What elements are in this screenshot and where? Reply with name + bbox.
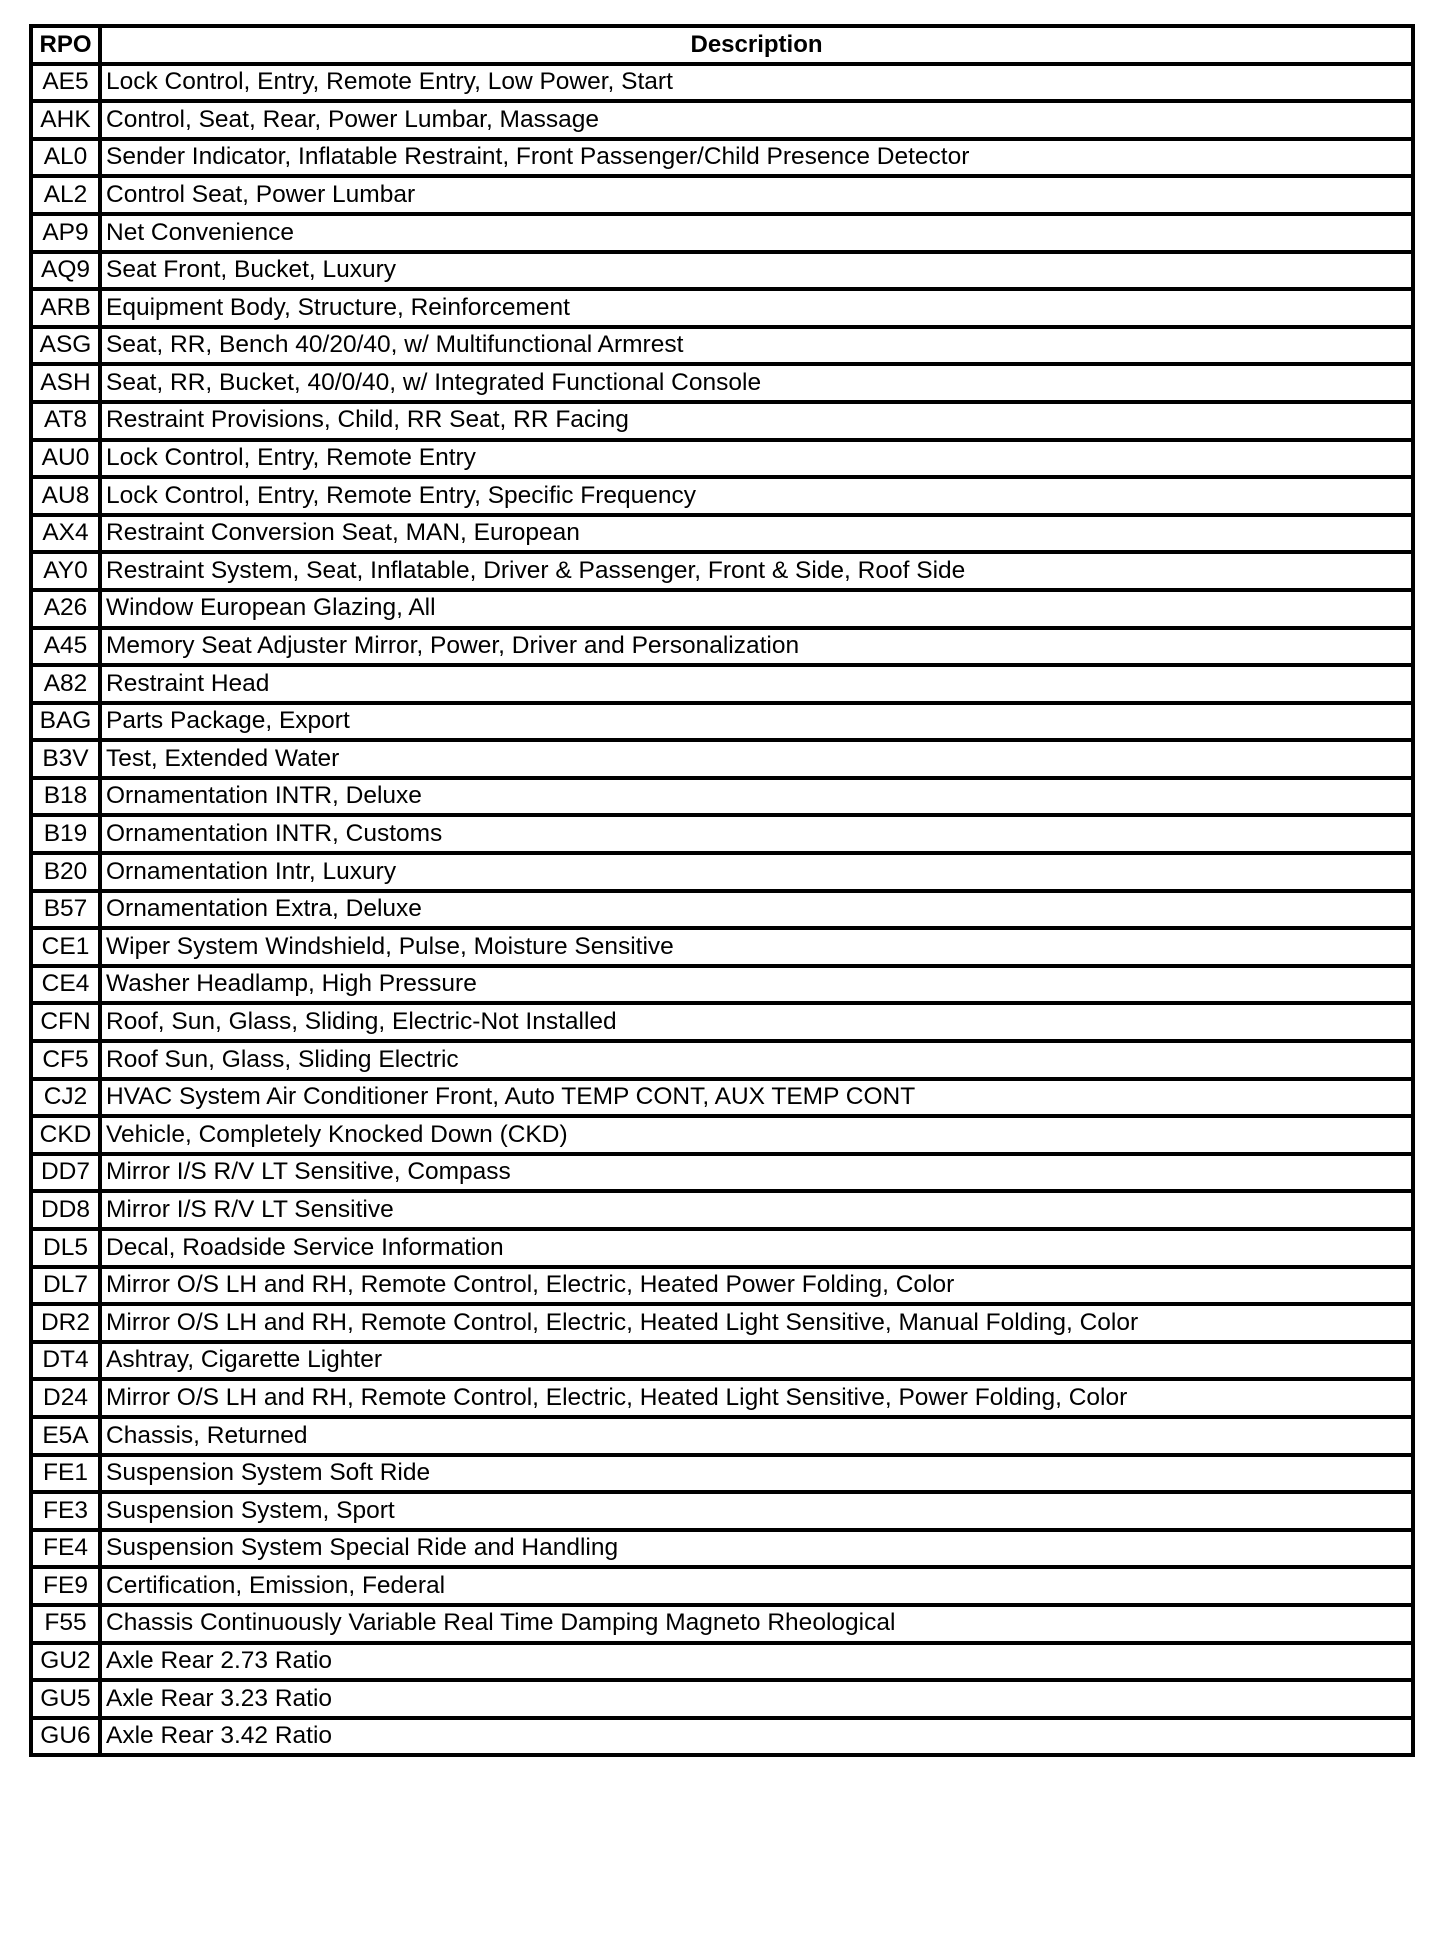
rpo-code-cell: CFN [31,1003,100,1041]
description-cell: Sender Indicator, Inflatable Restraint, Front Passenger/Child Presence Detector [100,139,1413,177]
rpo-code-cell: AT8 [31,402,100,440]
description-cell: Seat, RR, Bucket, 40/0/40, w/ Integrated Functional Console [100,364,1413,402]
rpo-code-cell: B57 [31,891,100,929]
description-cell: Axle Rear 3.42 Ratio [100,1718,1413,1756]
rpo-code-cell: AQ9 [31,252,100,290]
table-row [31,1379,1413,1417]
rpo-code-cell: ASH [31,364,100,402]
description-cell: Wiper System Windshield, Pulse, Moisture Sensitive [100,928,1413,966]
rpo-code-cell: A45 [31,628,100,666]
description-cell: Test, Extended Water [100,740,1413,778]
description-cell: Control Seat, Power Lumbar [100,176,1413,214]
description-cell: Seat Front, Bucket, Luxury [100,252,1413,290]
rpo-code-cell: CE1 [31,928,100,966]
table-row [31,289,1413,327]
table-row [31,853,1413,891]
rpo-code-cell: D24 [31,1379,100,1417]
rpo-code-cell: AL2 [31,176,100,214]
table-row [31,1267,1413,1305]
table-row [31,402,1413,440]
table-row [31,928,1413,966]
rpo-code-cell: AX4 [31,515,100,553]
rpo-code-cell: FE1 [31,1455,100,1493]
table-row [31,1003,1413,1041]
rpo-code-cell: B19 [31,815,100,853]
table-row [31,1605,1413,1643]
description-cell: Equipment Body, Structure, Reinforcement [100,289,1413,327]
rpo-code-cell: E5A [31,1417,100,1455]
table-row [31,440,1413,478]
description-cell: Memory Seat Adjuster Mirror, Power, Driver and Personalization [100,628,1413,666]
description-cell: Ornamentation Intr, Luxury [100,853,1413,891]
description-cell: Mirror O/S LH and RH, Remote Control, Electric, Heated Power Folding, Color [100,1267,1413,1305]
description-cell: Restraint Conversion Seat, MAN, European [100,515,1413,553]
rpo-code-cell: DL5 [31,1229,100,1267]
table-row [31,1643,1413,1681]
rpo-code-cell: ASG [31,327,100,365]
description-cell: Suspension System, Sport [100,1492,1413,1530]
table-row [31,1680,1413,1718]
rpo-code-cell: CF5 [31,1041,100,1079]
description-cell: Restraint System, Seat, Inflatable, Driver & Passenger, Front & Side, Roof Side [100,552,1413,590]
description-cell: Axle Rear 2.73 Ratio [100,1643,1413,1681]
rpo-code-cell: CKD [31,1116,100,1154]
rpo-code-cell: FE4 [31,1530,100,1568]
table-row [31,966,1413,1004]
table-row [31,1116,1413,1154]
table-row [31,252,1413,290]
rpo-code-cell: B18 [31,778,100,816]
description-cell: Net Convenience [100,214,1413,252]
table-row [31,703,1413,741]
description-cell: Washer Headlamp, High Pressure [100,966,1413,1004]
table-row [31,327,1413,365]
table-row [31,1154,1413,1192]
description-cell: Lock Control, Entry, Remote Entry, Low Power, Start [100,64,1413,102]
table-row [31,778,1413,816]
description-cell: Mirror O/S LH and RH, Remote Control, Electric, Heated Light Sensitive, Power Folding, Color [100,1379,1413,1417]
description-cell: Certification, Emission, Federal [100,1567,1413,1605]
rpo-code-cell: B3V [31,740,100,778]
table-row [31,515,1413,553]
description-cell: Ornamentation INTR, Deluxe [100,778,1413,816]
table-row [31,1041,1413,1079]
description-cell: Seat, RR, Bench 40/20/40, w/ Multifunctional Armrest [100,327,1413,365]
table-row [31,176,1413,214]
table-row [31,1718,1413,1756]
rpo-code-cell: ARB [31,289,100,327]
description-cell: Mirror I/S R/V LT Sensitive, Compass [100,1154,1413,1192]
rpo-code-cell: DR2 [31,1304,100,1342]
rpo-code-cell: A82 [31,665,100,703]
table-row [31,1492,1413,1530]
table-row [31,665,1413,703]
rpo-code-cell: AY0 [31,552,100,590]
description-cell: Restraint Provisions, Child, RR Seat, RR Facing [100,402,1413,440]
table-row [31,1229,1413,1267]
rpo-code-cell: CE4 [31,966,100,1004]
rpo-code-cell: AU8 [31,477,100,515]
description-cell: Axle Rear 3.23 Ratio [100,1680,1413,1718]
rpo-code-cell: GU2 [31,1643,100,1681]
description-cell: Lock Control, Entry, Remote Entry, Specific Frequency [100,477,1413,515]
description-cell: Ornamentation INTR, Customs [100,815,1413,853]
rpo-code-cell: DT4 [31,1342,100,1380]
table-row [31,1567,1413,1605]
description-cell: Ornamentation Extra, Deluxe [100,891,1413,929]
description-cell: Window European Glazing, All [100,590,1413,628]
rpo-code-cell: AU0 [31,440,100,478]
table-row [31,628,1413,666]
table-row [31,364,1413,402]
description-cell: Parts Package, Export [100,703,1413,741]
table-row [31,1417,1413,1455]
description-cell: Restraint Head [100,665,1413,703]
rpo-code-cell: F55 [31,1605,100,1643]
description-cell: Chassis, Returned [100,1417,1413,1455]
description-cell: HVAC System Air Conditioner Front, Auto TEMP CONT, AUX TEMP CONT [100,1079,1413,1117]
table-header-row [31,26,1413,64]
description-cell: Mirror O/S LH and RH, Remote Control, Electric, Heated Light Sensitive, Manual Folding, Color [100,1304,1413,1342]
rpo-code-cell: B20 [31,853,100,891]
table-row [31,64,1413,102]
rpo-code-cell: GU5 [31,1680,100,1718]
table-row [31,477,1413,515]
rpo-code-cell: AHK [31,101,100,139]
table-row [31,1530,1413,1568]
table-row [31,590,1413,628]
description-column-header: Description [100,26,1413,64]
table-row [31,1455,1413,1493]
description-cell: Roof Sun, Glass, Sliding Electric [100,1041,1413,1079]
rpo-code-cell: CJ2 [31,1079,100,1117]
rpo-code-cell: BAG [31,703,100,741]
table-row [31,740,1413,778]
rpo-code-cell: AP9 [31,214,100,252]
table-row [31,101,1413,139]
description-cell: Roof, Sun, Glass, Sliding, Electric-Not Installed [100,1003,1413,1041]
table-body [31,64,1413,1756]
table-row [31,1304,1413,1342]
rpo-code-cell: GU6 [31,1718,100,1756]
description-cell: Vehicle, Completely Knocked Down (CKD) [100,1116,1413,1154]
rpo-column-header: RPO [31,26,100,64]
rpo-code-cell: FE3 [31,1492,100,1530]
description-cell: Suspension System Soft Ride [100,1455,1413,1493]
description-cell: Ashtray, Cigarette Lighter [100,1342,1413,1380]
table-row [31,552,1413,590]
description-cell: Suspension System Special Ride and Handling [100,1530,1413,1568]
description-cell: Control, Seat, Rear, Power Lumbar, Massage [100,101,1413,139]
rpo-code-cell: DD7 [31,1154,100,1192]
table-row [31,139,1413,177]
rpo-code-cell: AL0 [31,139,100,177]
table-row [31,891,1413,929]
table-row [31,214,1413,252]
table-row [31,1342,1413,1380]
description-cell: Chassis Continuously Variable Real Time Damping Magneto Rheological [100,1605,1413,1643]
rpo-code-cell: A26 [31,590,100,628]
rpo-code-cell: DD8 [31,1191,100,1229]
rpo-code-cell: FE9 [31,1567,100,1605]
table-row [31,1191,1413,1229]
description-cell: Decal, Roadside Service Information [100,1229,1413,1267]
rpo-code-cell: AE5 [31,64,100,102]
description-cell: Lock Control, Entry, Remote Entry [100,440,1413,478]
rpo-code-table [29,24,1415,1757]
table-row [31,1079,1413,1117]
rpo-code-cell: DL7 [31,1267,100,1305]
table-row [31,815,1413,853]
description-cell: Mirror I/S R/V LT Sensitive [100,1191,1413,1229]
